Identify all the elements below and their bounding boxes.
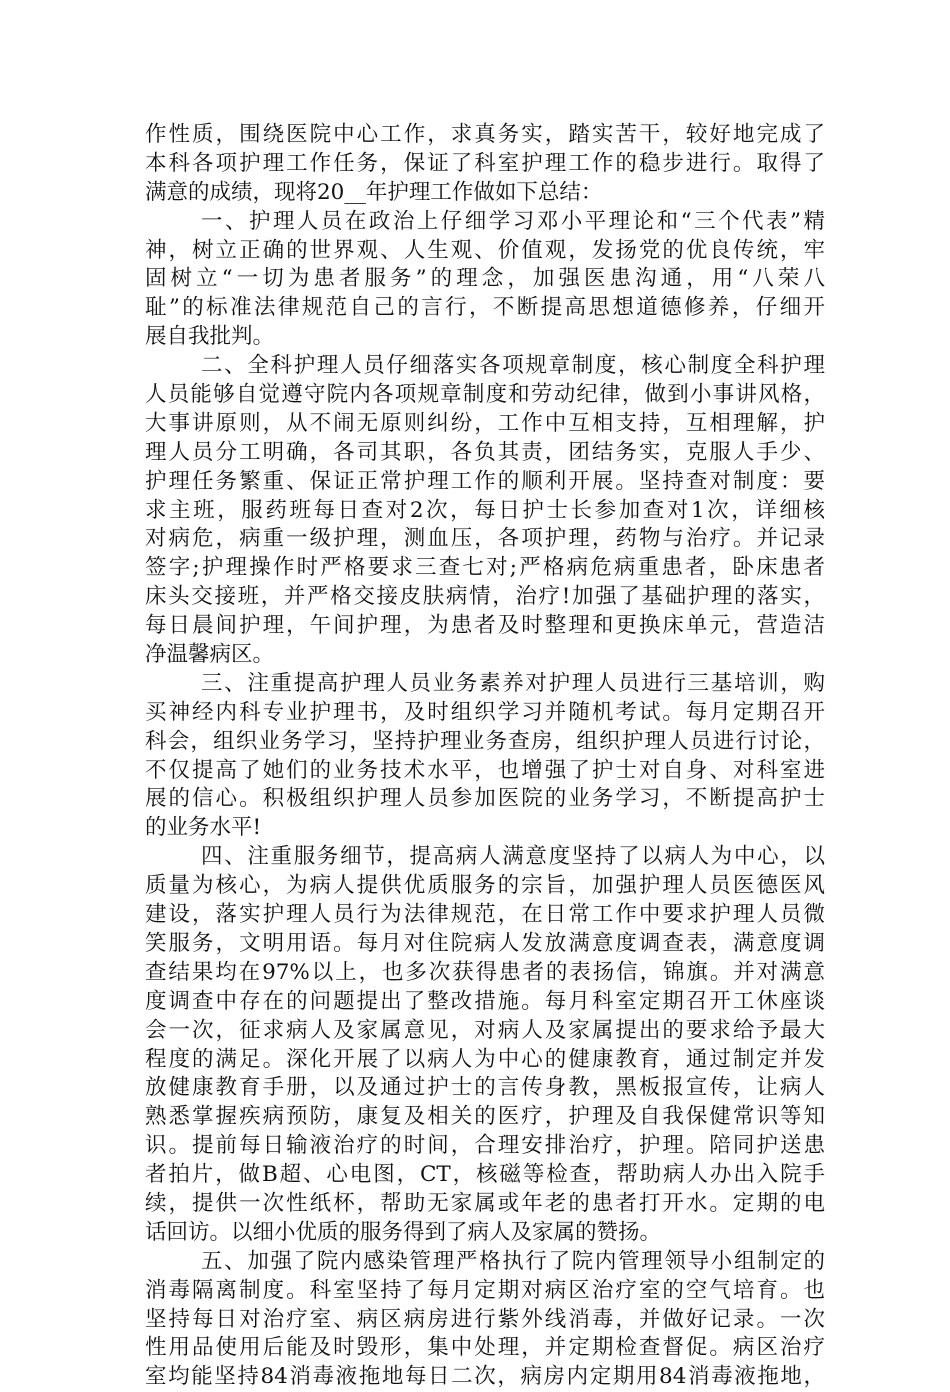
text-line: 净温馨病区。 <box>145 642 275 668</box>
paragraph-first-line: 四、注重服务细节，提高病人满意度坚持了以病人为中心，以 <box>201 844 825 870</box>
text-line: 建设，落实护理人员行为法律规范，在日常工作中要求护理人员微 <box>145 902 825 928</box>
text-line: 科会，组织业务学习，坚持护理业务查房，组织护理人员进行讨论， <box>145 728 825 754</box>
text-line: 话回访。以细小优质的服务得到了病人及家属的赞扬。 <box>145 1219 662 1245</box>
text-line: 笑服务，文明用语。每月对住院病人发放满意度调查表，满意度调 <box>145 930 825 956</box>
text-line: 大事讲原则，从不闹无原则纠纷，工作中互相支持，互相理解，护 <box>145 410 825 436</box>
text-line: 续，提供一次性纸杯，帮助无家属或年老的患者打开水。定期的电 <box>145 1190 825 1216</box>
text-line: 人员能够自觉遵守院内各项规章制度和劳动纪律，做到小事讲风格， <box>145 382 825 408</box>
text-line: 熟悉掌握疾病预防，康复及相关的医疗，护理及自我保健常识等知 <box>145 1104 825 1130</box>
text-line: 签字;护理操作时严格要求三查七对;严格病危病重患者，卧床患者 <box>145 555 825 581</box>
text-line: 对病危，病重一级护理，测血压，各项护理，药物与治疗。并记录 <box>145 526 825 552</box>
text-line: 的业务水平! <box>145 815 262 841</box>
text-line: 床头交接班，并严格交接皮肤病情，治疗!加强了基础护理的落实， <box>145 584 825 610</box>
text-line: 展自我批判。 <box>145 324 275 350</box>
paragraph-first-line: 五、加强了院内感染管理严格执行了院内管理领导小组制定的 <box>201 1248 825 1274</box>
paragraph-first-line: 三、注重提高护理人员业务素养对护理人员进行三基培训，购 <box>201 670 825 696</box>
text-line: 护理任务繁重、保证正常护理工作的顺利开展。坚持查对制度：要 <box>145 468 825 494</box>
text-line: 本科各项护理工作任务，保证了科室护理工作的稳步进行。取得了 <box>145 150 825 176</box>
text-line: 展的信心。积极组织护理人员参加医院的业务学习，不断提高护士 <box>145 786 825 812</box>
text-line: 会一次，征求病人及家属意见，对病人及家属提出的要求给予最大 <box>145 1017 825 1043</box>
text-line: 满意的成绩，现将20__年护理工作做如下总结： <box>145 179 603 205</box>
text-line: 神，树立正确的世界观、人生观、价值观，发扬党的优良传统，牢 <box>145 237 825 263</box>
text-line: 质量为核心，为病人提供优质服务的宗旨，加强护理人员医德医风 <box>145 873 825 899</box>
text-line: 程度的满足。深化开展了以病人为中心的健康教育，通过制定并发 <box>145 1046 825 1072</box>
text-line: 坚持每日对治疗室、病区病房进行紫外线消毒，并做好记录。一次 <box>145 1306 825 1332</box>
text-line: 作性质，围绕医院中心工作，求真务实，踏实苦干，较好地完成了 <box>145 122 825 147</box>
text-line: 不仅提高了她们的业务技术水平，也增强了护士对自身、对科室进 <box>145 757 825 783</box>
text-line: 识。提前每日输液治疗的时间，合理安排治疗，护理。陪同护送患 <box>145 1133 825 1159</box>
text-line: 者拍片，做B超、心电图，CT，核磁等检查，帮助病人办出入院手 <box>145 1162 825 1188</box>
document-body-text <box>145 121 825 1392</box>
text-line: 性用品使用后能及时毁形，集中处理，并定期检查督促。病区治疗 <box>145 1335 825 1361</box>
text-line: 买神经内科专业护理书，及时组织学习并随机考试。每月定期召开 <box>145 699 825 725</box>
text-line: 查结果均在97%以上，也多次获得患者的表扬信，锦旗。并对满意 <box>145 959 825 985</box>
text-line: 每日晨间护理，午间护理，为患者及时整理和更换床单元，营造洁 <box>145 613 825 639</box>
text-line: 放健康教育手册，以及通过护士的言传身教，黑板报宣传，让病人 <box>145 1075 825 1101</box>
text-line: 理人员分工明确，各司其职，各负其责，团结务实，克服人手少、 <box>145 439 825 465</box>
paragraph-first-line: 二、全科护理人员仔细落实各项规章制度，核心制度全科护理 <box>201 353 825 379</box>
text-line: 固树立“一切为患者服务”的理念，加强医患沟通，用“八荣八 <box>145 266 825 292</box>
text-line: 求主班，服药班每日查对2次，每日护士长参加查对1次，详细核 <box>145 497 825 523</box>
text-line: 耻”的标准法律规范自己的言行，不断提高思想道德修养，仔细开 <box>145 295 825 321</box>
text-line: 消毒隔离制度。科室坚持了每月定期对病区治疗室的空气培育。也 <box>145 1277 825 1303</box>
text-line: 度调查中存在的问题提出了整改措施。每月科室定期召开工休座谈 <box>145 988 825 1014</box>
paragraph-first-line: 一、护理人员在政治上仔细学习邓小平理论和“三个代表”精 <box>201 208 825 234</box>
text-line: 室均能坚持84消毒液拖地每日二次，病房内定期用84消毒液拖地， <box>145 1364 825 1390</box>
